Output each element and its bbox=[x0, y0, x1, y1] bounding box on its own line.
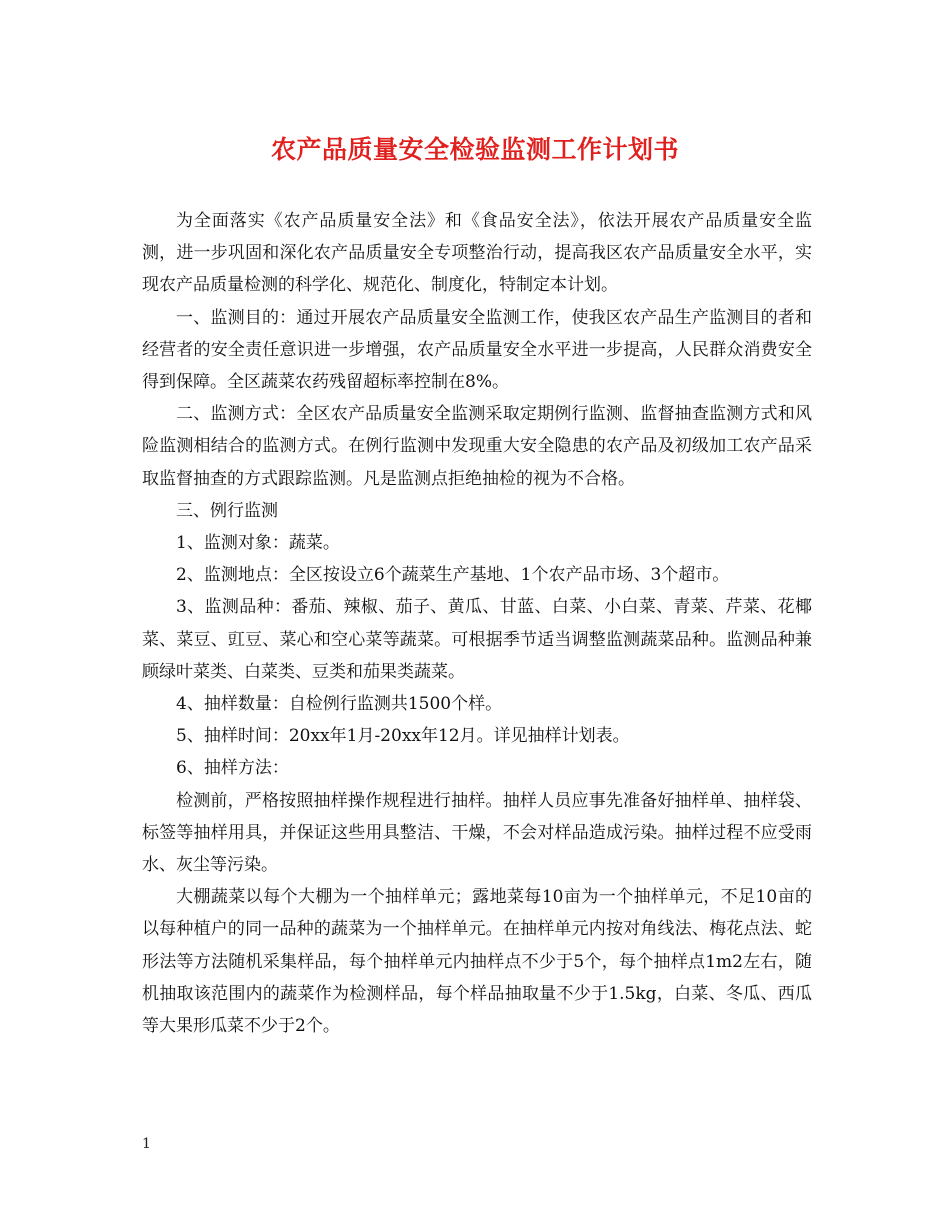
heading-routine-monitoring: 三、例行监测 bbox=[176, 500, 278, 521]
page-number: 1 bbox=[142, 1136, 151, 1152]
item-sample-time: 5、抽样时间：20xx年1月-20xx年12月。详见抽样计划表。 bbox=[176, 726, 630, 747]
paragraph-purpose: 一、监测目的：通过开展农产品质量安全监测工作，使我区农产品生产监测目的者和经营者的安全责任意识进一步增强，农产品质量安全水平进一步提高，人民群众消费安全得到保障。全区蔬菜农药残留超标率控制在8%。 bbox=[142, 307, 812, 393]
paragraph-method: 二、监测方式：全区农产品质量安全监测采取定期例行监测、监督抽查监测方式和风险监测相结合的监测方式。在例行监测中发现重大安全隐患的农产品及初级加工农产品采取监督抽查的方式跟踪监测。凡是监测点拒绝抽检的视为不合格。 bbox=[142, 404, 812, 489]
item-monitoring-location: 2、监测地点：全区按设立6个蔬菜生产基地、1个农产品市场、3个超市。 bbox=[176, 565, 730, 586]
page-title: 农产品质量安全检验监测工作计划书 bbox=[270, 135, 679, 164]
item-sample-method: 6、抽样方法： bbox=[176, 758, 289, 779]
document-body bbox=[142, 205, 812, 1042]
item-monitoring-object: 1、监测对象：蔬菜。 bbox=[176, 533, 340, 554]
paragraph-greenhouse-sampling: 大棚蔬菜以每个大棚为一个抽样单元；露地菜每10亩为一个抽样单元，不足10亩的以每种植户的同一品种的蔬菜为一个抽样单元。在抽样单元内按对角线法、梅花点法、蛇形法等方法随机采集样品，每个抽样单元内抽样点不少于5个，每个抽样点1m2左右，随机抽取该范围内的蔬菜作为检测样品，每个样品抽取量不少于1.5kg，白菜、冬瓜、西瓜等大果形瓜菜不少于2个。 bbox=[142, 887, 812, 1037]
paragraph-before-testing: 检测前，严格按照抽样操作规程进行抽样。抽样人员应事先准备好抽样单、抽样袋、标签等抽样用具，并保证这些用具整洁、干燥，不会对样品造成污染。抽样过程不应受雨水、灰尘等污染。 bbox=[142, 790, 812, 876]
item-monitoring-varieties: 3、监测品种：番茄、辣椒、茄子、黄瓜、甘蓝、白菜、小白菜、青菜、芹菜、花椰菜、菜豆、豇豆、菜心和空心菜等蔬菜。可根据季节适当调整监测蔬菜品种。监测品种兼顾绿叶菜类、白菜类、豆类和茄果类蔬菜。 bbox=[142, 597, 812, 682]
item-sample-quantity: 4、抽样数量：自检例行监测共1500个样。 bbox=[176, 694, 503, 715]
paragraph-intro: 为全面落实《农产品质量安全法》和《食品安全法》，依法开展农产品质量安全监测，进一步巩固和深化农产品质量安全专项整治行动，提高我区农产品质量安全水平，实现农产品质量检测的科学化、规范化、制度化，特制定本计划。 bbox=[142, 211, 812, 296]
